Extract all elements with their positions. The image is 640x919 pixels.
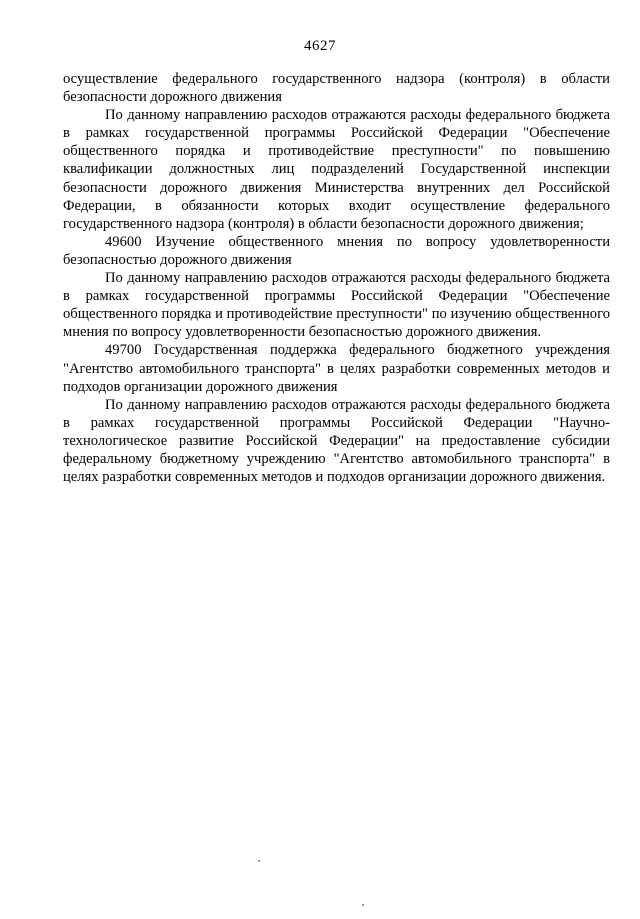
paragraph-code-49600: 49600 Изучение общественного мнения по вопросу удовлетворенности безопасностью дорожного движения xyxy=(63,233,610,268)
paragraph-continuation: осуществление федерального государственного надзора (контроля) в области безопасности дорожного движения xyxy=(63,71,610,106)
paragraph-expense-description: По данному направлению расходов отражаются расходы федерального бюджета в рамках государственной программы Российской Федерации "Научно-технологическое развитие Российской Федерации" на предоставление субсидии федеральному бюджетному учреждению "Агентство автомобильного транспорта" в целях разработки современных методов и подходов организации дорожного движения. xyxy=(63,396,610,486)
paragraph-expense-description: По данному направлению расходов отражаются расходы федерального бюджета в рамках государственной программы Российской Федерации "Обеспечение общественного порядка и противодействие преступности" по изучению общественного мнения по вопросу удовлетворенности безопасностью дорожного движения. xyxy=(63,270,610,341)
page-number: 4627 xyxy=(304,38,336,54)
document-body xyxy=(63,70,610,486)
paragraph-code-49700: 49700 Государственная поддержка федерального бюджетного учреждения "Агентство автомобильного транспорта" в целях разработки современных методов и подходов организации дорожного движения xyxy=(63,342,610,395)
paragraph-expense-description: По данному направлению расходов отражаются расходы федерального бюджета в рамках государственной программы Российской Федерации "Обеспечение общественного порядка и противодействие преступности" по повышению квалификации должностных лиц подразделений Государственной инспекции безопасности дорожного движения Министерства внутренних дел Российской Федерации, в обязанности которых входит осуществление федерального государственного надзора (контроля) в области безопасности дорожного движения; xyxy=(63,107,610,232)
scan-speck xyxy=(362,904,364,906)
scan-speck xyxy=(258,860,260,862)
